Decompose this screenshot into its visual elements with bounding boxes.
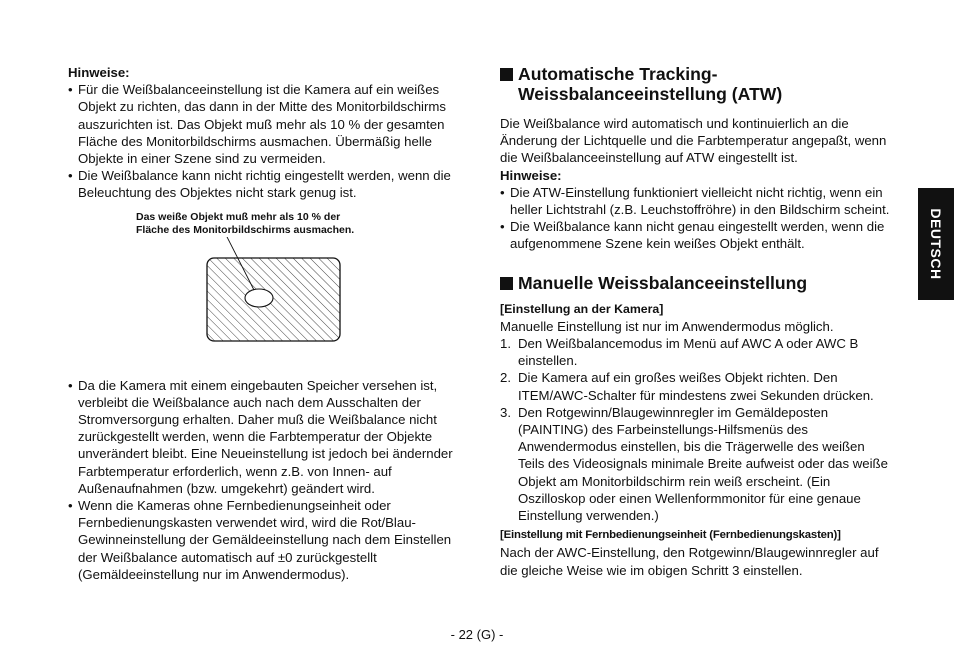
page-number: - 22 (G) -: [450, 627, 504, 642]
monitor-illustration: [68, 237, 458, 377]
atw-note-bullet: • Die Weißbalance kann nicht genau eingestellt werden, wenn die aufgenommene Szene kein weißes Objekt enthält.: [500, 218, 892, 252]
atw-heading: Automatische Tracking- Weissbalanceeinstellung (ATW): [500, 64, 892, 104]
atw-notes-heading: Hinweise:: [500, 167, 562, 183]
note-bullet: • Die Weißbalance kann nicht richtig eingestellt werden, wenn die Beleuchtung des Objektes nicht stark genug ist.: [68, 167, 458, 201]
step-item: 2. Die Kamera auf ein großes weißes Objekt richten. Den ITEM/AWC-Schalter für mindestens zwei Sekunden drücken.: [500, 370, 874, 403]
remote-text: Nach der AWC-Einstellung, den Rotgewinn/Blaugewinnregler auf die gleiche Weise wie im obigen Schritt 3 einstellen.: [500, 545, 879, 578]
figure-caption: Das weiße Objekt muß mehr als 10 % der Fläche des Monitorbildschirms ausmachen.: [136, 210, 355, 236]
manual-heading: Manuelle Weissbalanceeinstellung: [500, 273, 892, 293]
atw-note-bullet: • Die ATW-Einstellung funktioniert vielleicht nicht richtig, wenn ein heller Lichtstrahl (z.B. Leuchstoffröhre) in den Bildschirm scheint.: [500, 184, 892, 218]
language-tab-label: DEUTSCH: [928, 208, 944, 280]
remote-subheading: [Einstellung mit Fernbedienungseinheit (Fernbedienungskasten)]: [500, 529, 841, 542]
note-bullet: • Wenn die Kameras ohne Fernbedienungseinheit oder Fernbedienungskasten verwendet wird, wird die Rot/Blau-Gewinneinstellung der Gemäldeeinstellung nach dem Einstellen der Weißbalance automatisch auf ±0 zurückgestellt (Gemäldeeinstellung nur im Anwendermodus).: [68, 497, 458, 583]
left-column: [68, 64, 458, 583]
note-bullet: • Für die Weißbalanceeinstellung ist die Kamera auf ein weißes Objekt zu richten, das dann in der Mitte des Monitorbildschirms auszurichten ist. Das Objekt muß mehr als 10 % der gesamten Fläche des Monitorbildschirms ausmachen. Übermäßig helle Objekte in einer Szene sind zu vermeiden.: [68, 81, 458, 167]
step-item: 1. Den Weißbalancemodus im Menü auf AWC A oder AWC B einstellen.: [500, 336, 859, 369]
language-tab: [918, 188, 954, 300]
square-bullet-icon: [500, 68, 513, 81]
hatched-monitor-diagram: [68, 237, 458, 377]
step-item: 3. Den Rotgewinn/Blaugewinnregler im Gemäldeposten (PAINTING) des Farbeinstellungs-Hilfsmenüs des Anwendermodus einstellen, bis die Trägerwelle des weißen Teils des Videosignals minimale Breite aufweist oder das weiße Objekt am Monitorbildschirm rein weiß erscheint. (Ein Oszilloskop oder einen Wellenformmonitor für eine genaue Einstellung verwenden.): [500, 404, 888, 524]
atw-paragraph: Die Weißbalance wird automatisch und kontinuierlich an die Änderung der Lichtquelle und die Farbtemperatur angepaßt, wenn die Weißbalanceeinstellung auf ATW eingestellt ist.: [500, 116, 887, 166]
notes-heading: Hinweise:: [68, 65, 130, 80]
camera-intro: Manuelle Einstellung ist nur im Anwendermodus möglich.: [500, 318, 834, 334]
right-column: [500, 64, 892, 579]
camera-subheading: [Einstellung an der Kamera]: [500, 301, 664, 316]
note-bullet: • Da die Kamera mit einem eingebauten Speicher versehen ist, verbleibt die Weißbalance auch nach dem Ausschalten der Stromversorgung erhalten. Daher muß die Weißbalance nicht zurückgestellt werden, wenn die Farbtemperatur der Objekte unverändert bleibt. Eine Neueinstellung ist jedoch bei ändernder Farbtemperatur erforderlich, wenn z.B. von Innen- auf Außenaufnahmen (bzw. umgekehrt) geändert wird.: [68, 377, 458, 497]
square-bullet-icon: [500, 277, 513, 290]
